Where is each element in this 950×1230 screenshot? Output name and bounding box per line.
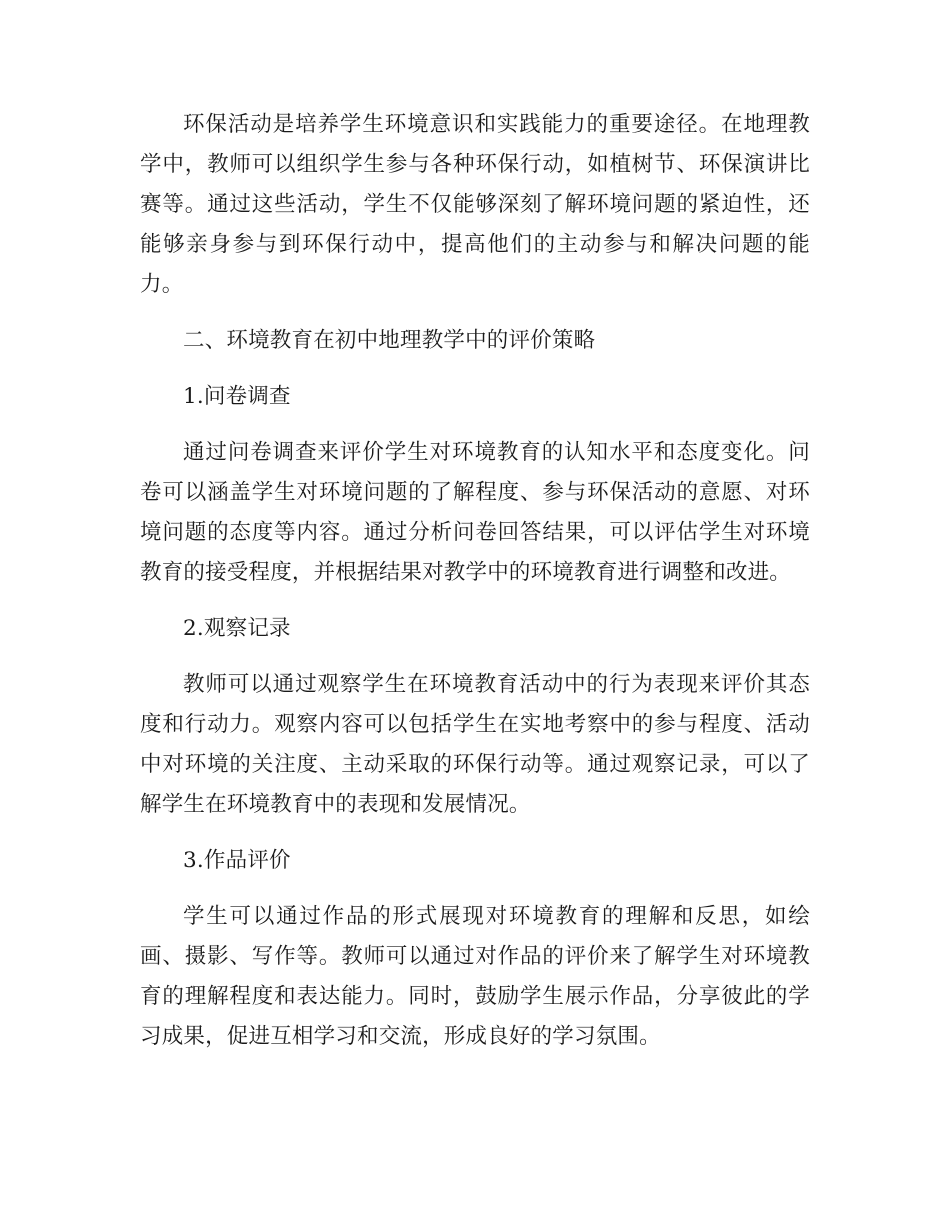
- paragraph-observation: 教师可以通过观察学生在环境教育活动中的行为表现来评价其态度和行动力。观察内容可以包括学生在实地考察中的参与程度、活动中对环境的关注度、主动采取的环保行动等。通过观察记录，可以了解学生在环境教育中的表现和发展情况。: [140, 672, 810, 817]
- subheading-work-evaluation: 3.作品评价: [183, 848, 291, 873]
- section-heading-evaluation-strategies: 二、环境教育在初中地理教学中的评价策略: [183, 328, 596, 353]
- subheading-observation: 2.观察记录: [183, 616, 291, 641]
- paragraph-work-evaluation: 学生可以通过作品的形式展现对环境教育的理解和反思，如绘画、摄影、写作等。教师可以通过对作品的评价来了解学生对环境教育的理解程度和表达能力。同时，鼓励学生展示作品，分享彼此的学习成果，促进互相学习和交流，形成良好的学习氛围。: [140, 904, 810, 1049]
- paragraph-environmental-activities: 环保活动是培养学生环境意识和实践能力的重要途径。在地理教学中，教师可以组织学生参与各种环保行动，如植树节、环保演讲比赛等。通过这些活动，学生不仅能够深刻了解环境问题的紧迫性，还能够亲身参与到环保行动中，提高他们的主动参与和解决问题的能力。: [140, 112, 810, 297]
- subheading-questionnaire: 1.问卷调查: [183, 384, 291, 409]
- paragraph-questionnaire: 通过问卷调查来评价学生对环境教育的认知水平和态度变化。问卷可以涵盖学生对环境问题的了解程度、参与环保活动的意愿、对环境问题的态度等内容。通过分析问卷回答结果，可以评估学生对环境教育的接受程度，并根据结果对教学中的环境教育进行调整和改进。: [140, 440, 810, 585]
